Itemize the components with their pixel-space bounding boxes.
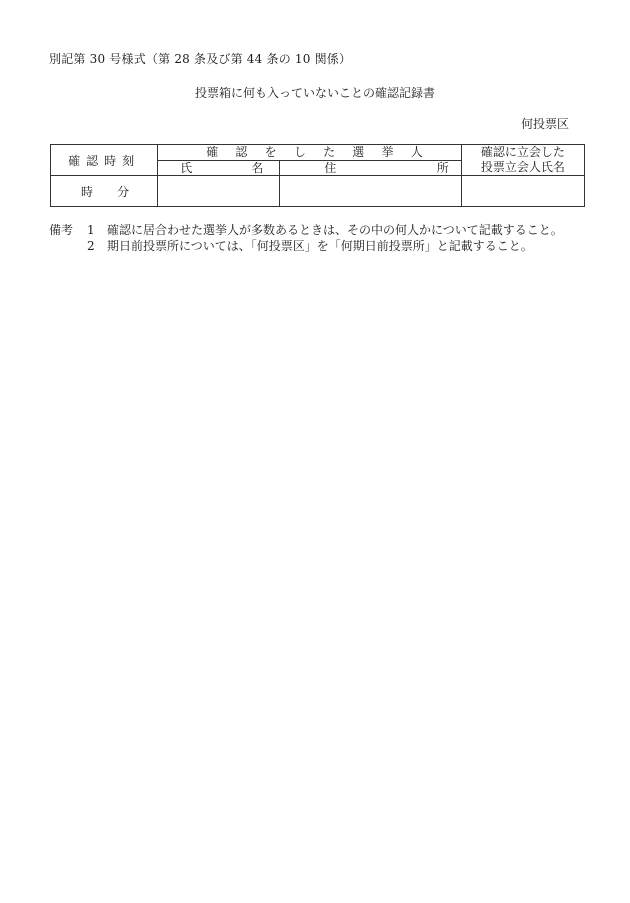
name-header-char: 名 xyxy=(251,161,264,175)
hour-label: 時 xyxy=(81,184,94,199)
witness-header-line2: 投票立会人氏名 xyxy=(480,160,565,174)
witness-name-cell[interactable] xyxy=(461,176,584,207)
elector-header-char: 挙 xyxy=(381,145,394,159)
elector-header-char: を xyxy=(264,145,277,159)
remark-number: 2 xyxy=(87,239,95,253)
address-column-header xyxy=(280,161,461,176)
remarks-section xyxy=(49,222,563,254)
remarks-label: 備考 xyxy=(49,223,74,237)
elector-header-char: 人 xyxy=(410,145,423,159)
elector-header-char: し xyxy=(293,145,306,159)
address-header-char: 所 xyxy=(436,161,449,175)
elector-name-cell[interactable] xyxy=(158,176,280,207)
witness-name-header xyxy=(461,145,584,176)
elector-header-char: 選 xyxy=(352,145,365,159)
district-label: 何投票区 xyxy=(520,117,569,131)
address-header-char: 住 xyxy=(324,161,337,175)
form-reference: 別記第 30 号様式（第 28 条及び第 44 条の 10 関係） xyxy=(49,52,352,66)
elector-address-cell[interactable] xyxy=(280,176,461,207)
name-column-header xyxy=(158,161,280,176)
remark-text: 確認に居合わせた選挙人が多数あるときは、その中の何人かについて記載すること。 xyxy=(107,223,563,237)
confirmation-record-table xyxy=(50,144,585,207)
remark-item xyxy=(49,238,563,254)
minute-label: 分 xyxy=(117,184,130,199)
time-entry-cell[interactable] xyxy=(51,176,158,207)
document-title: 投票箱に何も入っていないことの確認記録書 xyxy=(194,86,435,100)
confirmation-time-header: 確認時刻 xyxy=(51,145,158,176)
name-header-char: 氏 xyxy=(180,161,193,175)
remark-item xyxy=(49,222,563,238)
remark-text: 期日前投票所については、「何投票区」を「何期日前投票所」と記載すること。 xyxy=(107,239,533,253)
elector-header-char: 確 xyxy=(206,145,219,159)
elector-header-char: た xyxy=(323,145,336,159)
remark-number: 1 xyxy=(87,223,95,237)
elector-header-char: 認 xyxy=(235,145,248,159)
confirming-elector-header xyxy=(158,145,462,161)
witness-header-line1: 確認に立会した xyxy=(480,145,565,159)
